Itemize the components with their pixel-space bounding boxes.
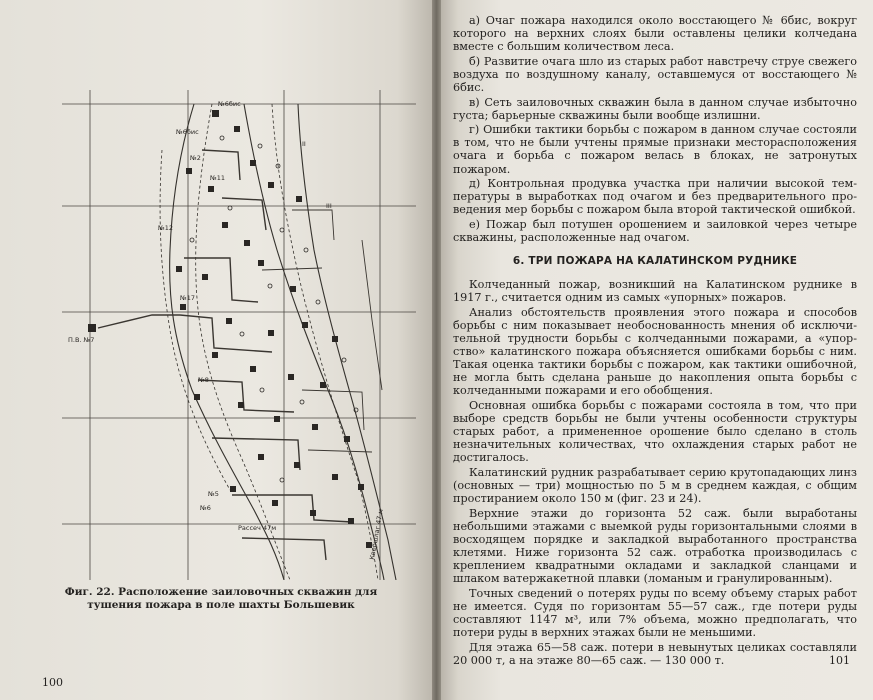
left-page bbox=[0, 0, 432, 700]
page-number-left: 100 bbox=[42, 676, 63, 689]
map-label-n6bis-top: №6бис bbox=[218, 100, 241, 108]
paragraph-1: Колчеданный пожар, возникший на Калатинском руднике в 1917 г., считается одним из самых «упорных» пожаров. bbox=[453, 278, 857, 305]
paragraph-e: е) Пожар был потушен орошением и заиловкой через четыре скважины, расположенные над очагом. bbox=[453, 217, 857, 244]
map-label-n2: №2 bbox=[190, 154, 201, 162]
map-label-n6bis-mid: №6бис bbox=[176, 128, 199, 136]
map-label-ii: II bbox=[302, 140, 306, 148]
paragraph-a: а) Очаг пожара находился около восстающего № 6бис, вокруг которого на верхних слоях были оставлены целики колчедана вместе с большим количеством леса. bbox=[453, 14, 857, 54]
paragraph-5: Верхние этажи до горизонта 52 саж. были выработаны небольшими этажами с выемкой руды горизонтальными слоями в восходящем порядке и закладкой выработанного пространства клетями. Ниже горизонта 52 саж. отработка производилась с креплением квадратными окладами и закладкой сланцами и шлаком ватержакетной плавки (ломаным и гранулированным). bbox=[453, 506, 857, 586]
paragraph-d: д) Контрольная продувка участка при наличии высокой температуры в выработках под очагом и без предварительного проведения мер борьбы с пожаром была второй тактической ошибкой. bbox=[453, 177, 857, 217]
paragraph-2: Анализ обстоятельств проявления этого пожара и способов борьбы с ним показывает необоснованность мнения об исключительной трудности борьбы с колчеданными пожарами, а «упорство» калатинского пожара объясняется ошибками борьбы с ним. Такая оценка тактики борьбы с пожаром, как тактики ошибочной, не могла быть сделана раньше до накопления опыта борьбы с колчеданными пожарами и его обобщения. bbox=[453, 305, 857, 398]
paragraph-b: б) Развитие очага шло из старых работ навстречу струе свежего воздуха по воздушному каналу, оставшемуся от восстающего № 6бис. bbox=[453, 54, 857, 94]
map-label-n17: №17 bbox=[180, 294, 196, 302]
book-gutter bbox=[432, 0, 441, 700]
figure-caption: Фиг. 22. Расположение заиловочных скважин для тушения пожара в поле шахты Большевик bbox=[64, 586, 378, 611]
map-label-pv7: П.В. №7 bbox=[68, 336, 95, 344]
map-label-n6: №6 bbox=[200, 504, 211, 512]
map-label-iii: III bbox=[326, 202, 332, 210]
right-page-text bbox=[453, 14, 857, 668]
paragraph-6: Точных сведений о потерях руды по всему объему старых работ не имеется. Судя по горизонтам 55—57 саж., где потери руды составляют 1147 м³, или 7% объема, можно предполагать, что потери руды в верхних этажах были не меньшими. bbox=[453, 586, 857, 640]
map-label-n8: №8 bbox=[198, 376, 209, 384]
map-label-n12: №12 bbox=[158, 224, 174, 232]
right-page bbox=[441, 0, 873, 700]
section-heading: 6. ТРИ ПОЖАРА НА КАЛАТИНСКОМ РУДНИКЕ bbox=[512, 255, 798, 268]
paragraph-3: Основная ошибка борьбы с пожарами состояла в том, что при выборе средств борьбы не были учтены особенности структуры старых работ, а примененное орошение было сделано в столь незначительных количествах, что охлаждения старых работ не достигалось. bbox=[453, 399, 857, 465]
map-label-rassech: Рассеч 47м bbox=[238, 524, 277, 532]
mine-map-figure bbox=[62, 90, 416, 580]
map-label-n11: №11 bbox=[210, 174, 226, 182]
paragraph-4: Калатинский рудник разрабатывает серию крутопадающих линз (основных — три) мощностью по 5 м в среднем каждая, с общим простиранием около 150 м (фиг. 23 и 24). bbox=[453, 466, 857, 506]
map-label-n5: №5 bbox=[208, 490, 219, 498]
paragraph-g: г) Ошибки тактики борьбы с пожаром в данном случае состояли в том, что не были учтены прямые признаки месторасположения очага и борьба с пожаром велась в блоках, не затронутых пожаром. bbox=[453, 123, 857, 176]
paragraph-7: Для этажа 65—58 саж. потери в невынутых целиках составляли 20 000 т, а на этаже 80—65 саж. — 130 000 т. bbox=[453, 640, 857, 667]
page-number-right: 101 bbox=[829, 654, 850, 667]
map-label-kvershlag: Квершлаг 47 м bbox=[368, 508, 385, 561]
paragraph-v: в) Сеть заиловочных скважин была в данном случае избыточно густа; барьерные скважины были вообще излишни. bbox=[453, 95, 857, 122]
